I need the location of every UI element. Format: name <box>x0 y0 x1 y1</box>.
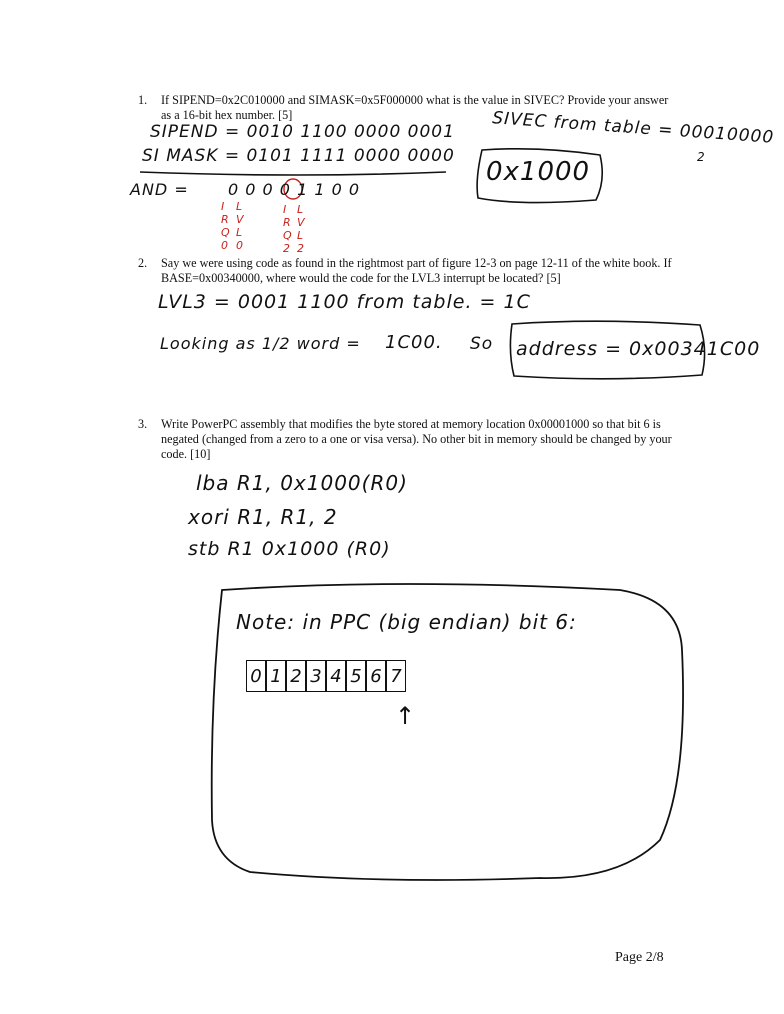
hw-red-col1 <box>221 200 231 252</box>
red-char: V <box>236 213 245 226</box>
red-char: L <box>236 226 244 239</box>
hw-red-col3 <box>283 203 293 255</box>
hw-red-col4 <box>297 203 306 255</box>
question-text: Say we were using code as found in the rightmost part of figure 12-3 on page 12-11 of the white book. If BASE=0x00340000, where would the code for the LVL3 interrupt be located? [5] <box>161 256 672 285</box>
hw-sivec-sub: 2 <box>697 150 706 164</box>
question-text: Write PowerPC assembly that modifies the byte stored at memory location 0x00001000 so that bit 6 is negated (changed from a zero to a one or visa versa). No other bit in memory should be changed by your code. [10] <box>161 417 672 461</box>
bit-cell: 2 <box>286 660 306 692</box>
red-char: I <box>221 200 226 213</box>
hw-q2-line2a: Looking as 1/2 word = <box>160 334 361 353</box>
red-char: I <box>283 203 288 216</box>
hw-q3-note: Note: in PPC (big endian) bit 6: <box>236 610 577 634</box>
hw-sipend: SIPEND = 0010 1100 0000 0001 <box>150 122 455 142</box>
bit-cell: 6 <box>366 660 386 692</box>
question-number: 2. <box>138 256 148 270</box>
red-char: 2 <box>283 242 291 255</box>
red-char: 0 <box>236 239 244 252</box>
hw-q2-line2c: So <box>470 334 494 354</box>
hw-simask: SI MASK = 0101 1111 0000 0000 <box>142 146 455 166</box>
bit-cell: 4 <box>326 660 346 692</box>
hw-q1-answer: 0x1000 <box>486 157 591 187</box>
bit-pointer-arrow: ↑ <box>395 702 417 730</box>
hw-q3-code-line1: lba R1, 0x1000(R0) <box>196 471 408 495</box>
red-char: Q <box>283 229 293 242</box>
red-char: 0 <box>221 239 229 252</box>
red-char: 2 <box>297 242 305 255</box>
hw-and-value: 0 0 0 0 1 1 0 0 <box>228 180 361 199</box>
hw-sivec-note: SIVEC from table = 00010000 <box>491 108 775 148</box>
red-char: V <box>297 216 306 229</box>
red-char: L <box>236 200 244 213</box>
question-number: 1. <box>138 93 148 107</box>
bit-cell: 0 <box>246 660 266 692</box>
hw-red-col2 <box>236 200 245 252</box>
hw-q2-answer: address = 0x00341C00 <box>516 338 761 360</box>
red-char: Q <box>221 226 231 239</box>
bit-cell: 1 <box>266 660 286 692</box>
page-number: Page 2/8 <box>615 950 664 965</box>
red-char: L <box>297 229 305 242</box>
hw-q2-line1: LVL3 = 0001 1100 from table. = 1C <box>158 291 531 313</box>
question-number: 3. <box>138 417 148 431</box>
red-char: R <box>283 216 292 229</box>
bit-cell: 7 <box>386 660 406 692</box>
bit-cell: 5 <box>346 660 366 692</box>
hw-q2-line2b: 1C00. <box>385 332 443 353</box>
bit-cell: 3 <box>306 660 326 692</box>
hw-q3-code-line3: stb R1 0x1000 (R0) <box>188 538 391 560</box>
red-char: R <box>221 213 230 226</box>
hw-q3-code-line2: xori R1, R1, 2 <box>188 505 338 529</box>
hw-and-label: AND = <box>130 180 189 199</box>
question-text: If SIPEND=0x2C010000 and SIMASK=0x5F000000 what is the value in SIVEC? Provide your answer as a 16-bit hex number. [5] <box>161 93 669 122</box>
red-char: L <box>297 203 305 216</box>
